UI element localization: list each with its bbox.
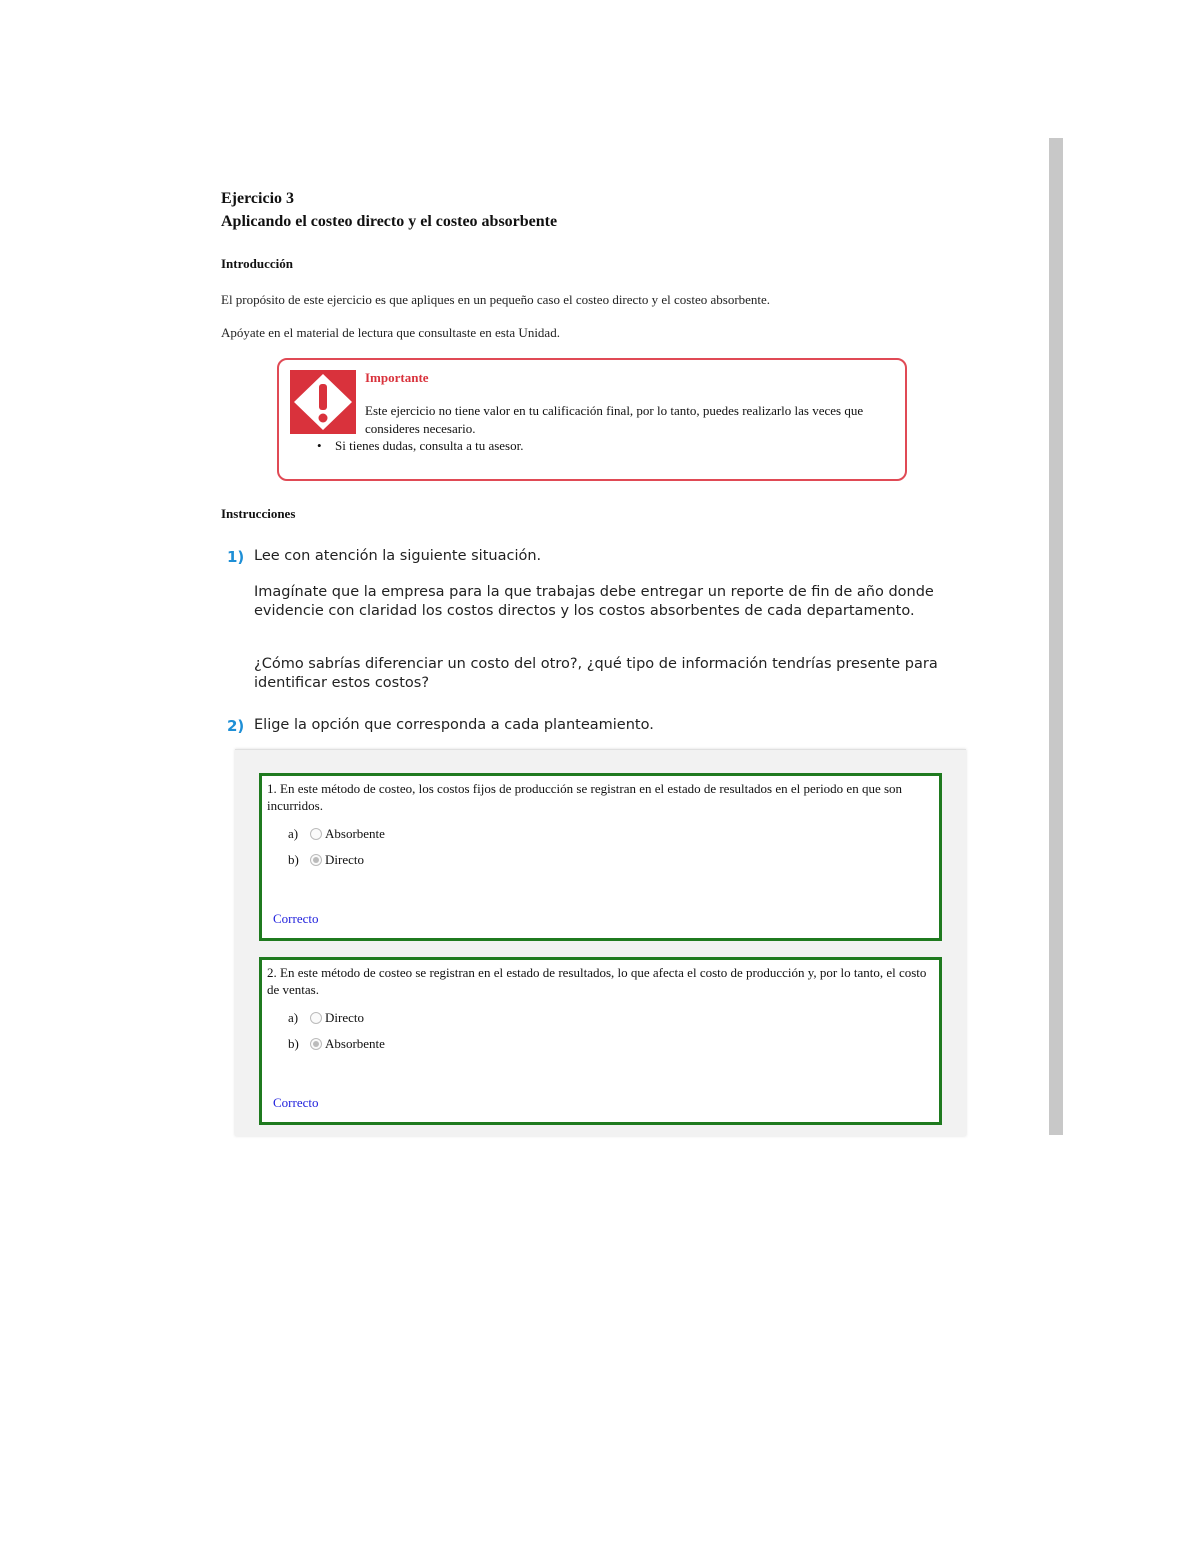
question-2-option-a[interactable] xyxy=(288,1010,364,1026)
intro-heading: Introducción xyxy=(221,256,293,271)
option-letter: b) xyxy=(288,1036,299,1051)
option-letter: b) xyxy=(288,852,299,867)
option-letter: a) xyxy=(288,826,299,841)
intro-paragraph: El propósito de este ejercicio es que apliques en un pequeño caso el costeo directo y el costeo absorbente. xyxy=(221,292,771,307)
step-2-text: Elige la opción que corresponda a cada planteamiento. xyxy=(254,717,654,733)
question-card-2 xyxy=(259,957,942,1125)
radio-button-selected[interactable] xyxy=(310,854,322,866)
radio-button[interactable] xyxy=(310,1012,322,1024)
step-1-number: 1) xyxy=(227,548,245,566)
exercise-number: Ejercicio 3 xyxy=(221,190,295,207)
important-bullet-1: Este ejercicio no tiene valor en tu calificación final, por lo tanto, puedes realizarlo las veces que consideres necesario. xyxy=(365,403,864,436)
question-1-feedback: Correcto xyxy=(273,911,319,926)
option-label: Directo xyxy=(325,852,364,867)
question-1-text: 1. En este método de costeo, los costos fijos de producción se registran en el estado de resultados en el periodo en que son incurridos. xyxy=(267,781,903,813)
instructions-heading: Instrucciones xyxy=(221,506,296,521)
radio-button[interactable] xyxy=(310,828,322,840)
important-title: Importante xyxy=(365,370,429,385)
question-1-option-b[interactable] xyxy=(288,852,364,868)
step-1-text: Lee con atención la siguiente situación. xyxy=(254,548,542,564)
question-2-feedback: Correcto xyxy=(273,1095,319,1110)
question-paragraph: ¿Cómo sabrías diferenciar un costo del otro?, ¿qué tipo de información tendrías presente para identificar estos costos? xyxy=(254,656,938,691)
question-1-option-a[interactable] xyxy=(288,826,385,842)
option-letter: a) xyxy=(288,1010,299,1025)
important-callout xyxy=(277,358,907,481)
important-bullet-2-text: Si tienes dudas, consulta a tu asesor. xyxy=(335,438,524,453)
option-label: Directo xyxy=(325,1010,364,1025)
page-title: Aplicando el costeo directo y el costeo absorbente xyxy=(221,213,558,230)
scrollbar[interactable] xyxy=(1049,138,1063,1135)
question-2-text: 2. En este método de costeo se registran en el estado de resultados, lo que afecta el costo de producción y, por lo tanto, el costo de ventas. xyxy=(267,965,927,997)
option-label: Absorbente xyxy=(325,826,385,841)
warning-icon xyxy=(290,370,356,434)
question-2-option-b[interactable] xyxy=(288,1036,385,1052)
situation-paragraph: Imagínate que la empresa para la que trabajas debe entregar un reporte de fin de año donde evidencie con claridad los costos directos y los costos absorbentes de cada departamento. xyxy=(254,584,934,619)
step-2-number: 2) xyxy=(227,717,245,735)
option-label: Absorbente xyxy=(325,1036,385,1051)
intro-support-paragraph: Apóyate en el material de lectura que consultaste en esta Unidad. xyxy=(221,325,560,340)
radio-button-selected[interactable] xyxy=(310,1038,322,1050)
important-bullet-2: • Si tienes dudas, consulta a tu asesor. xyxy=(317,438,524,453)
question-card-1 xyxy=(259,773,942,941)
